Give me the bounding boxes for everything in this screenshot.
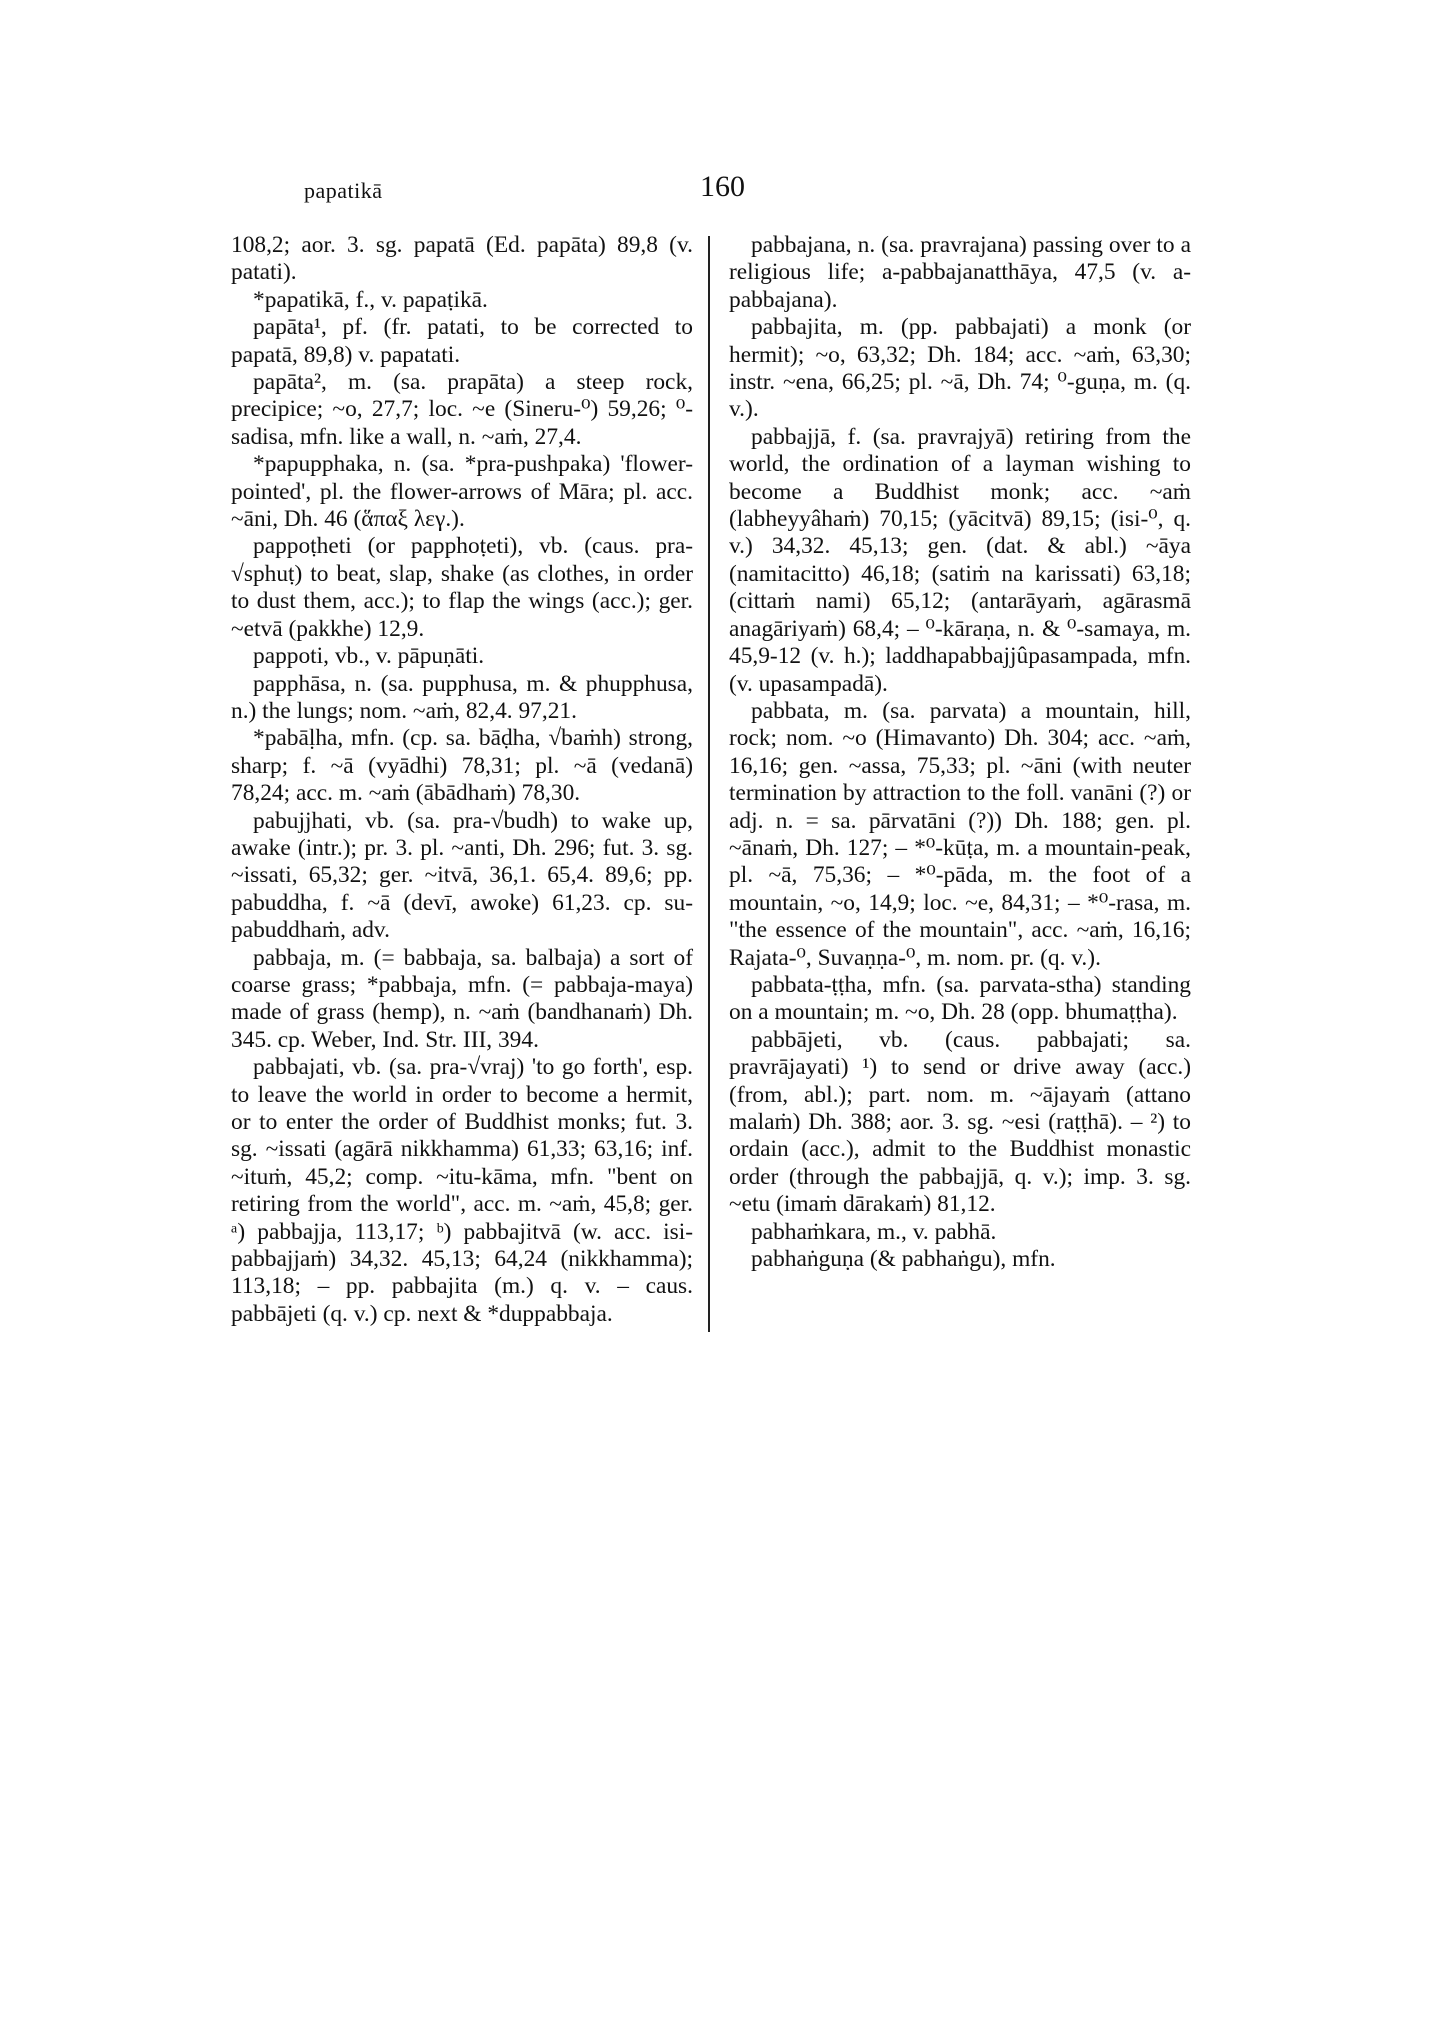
running-head: papatikā bbox=[304, 178, 383, 203]
left-column bbox=[231, 232, 693, 1328]
dictionary-entry: pabbajati, vb. (sa. pra-√vraj) 'to go forth', esp. to leave the world in order to become a hermit, or to enter the order of Buddhist monks; fut. 3. sg. ~issati (agārā nikkhamma) 61,33; 63,16; inf. ~ituṁ, 45,2; comp. ~itu-kāma, mfn. "bent on retiring from the world", acc. m. ~aṁ, 45,8; ger. ᵃ) pabbajja, 113,17; ᵇ) pabbajitvā (w. acc. isi-pabbajjaṁ) 34,32. 45,13; 64,24 (nikkhamma); 113,18; – pp. pabbajita (m.) q. v. – caus. pabbājeti (q. v.) cp. next & *duppabbaja. bbox=[231, 1054, 693, 1327]
dictionary-entry: pabhaṁkara, m., v. pabhā. bbox=[751, 1218, 997, 1245]
dictionary-entry: pabbata, m. (sa. parvata) a mountain, hill, rock; nom. ~o (Himavanto) Dh. 304; acc. ~aṁ, 16,16; gen. ~assa, 75,33; pl. ~āni (with neuter termination by attraction to the foll. vanāni (?) or adj. n. = sa. pārvatāni (?)) Dh. 188; gen. pl. ~ānaṁ, Dh. 127; – *⁰-kūṭa, m. a mountain-peak, pl. ~ā, 75,36; – *⁰-pāda, m. the foot of a mountain, ~o, 14,9; loc. ~e, 84,31; – *⁰-rasa, m. "the essence of the mountain", acc. ~aṁ, 16,16; Rajata-⁰, Suvaṇṇa-⁰, m. nom. pr. (q. v.). bbox=[729, 697, 1191, 971]
dictionary-entry: papāta², m. (sa. prapāta) a steep rock, precipice; ~o, 27,7; loc. ~e (Sineru-⁰) 59,26; ⁰-sadisa, mfn. like a wall, n. ~aṁ, 27,4. bbox=[231, 369, 693, 450]
dictionary-entry: pabbajjā, f. (sa. pravrajyā) retiring from the world, the ordination of a layman wishing to become a Buddhist monk; acc. ~aṁ (labheyyâhaṁ) 70,15; (yācitvā) 89,15; (isi-⁰, q. v.) 34,32. 45,13; gen. (dat. & abl.) ~āya (namitacitto) 46,18; (satiṁ na karissati) 63,18; (cittaṁ nami) 65,12; (antarāyaṁ, agārasmā anagāriyaṁ) 68,4; – ⁰-kāraṇa, n. & ⁰-samaya, m. 45,9-12 (v. h.); laddhapabbajjûpasampada, mfn. (v. upasampadā). bbox=[729, 423, 1191, 697]
dictionary-entry: pabbaja, m. (= babbaja, sa. balbaja) a sort of coarse grass; *pabbaja, mfn. (= pabbaja-maya) made of grass (hemp), n. ~aṁ (bandhanaṁ) Dh. 345. cp. Weber, Ind. Str. III, 394. bbox=[231, 944, 693, 1053]
page-header bbox=[0, 150, 1440, 210]
dictionary-entry: pabbata-ṭṭha, mfn. (sa. parvata-stha) standing on a mountain; m. ~o, Dh. 28 (opp. bhumaṭṭha). bbox=[729, 971, 1191, 1026]
dictionary-entry: pappoti, vb., v. pāpuṇāti. bbox=[253, 643, 485, 670]
dictionary-entry: *papupphaka, n. (sa. *pra-pushpaka) 'flower-pointed', pl. the flower-arrows of Māra; pl. acc. ~āni, Dh. 46 (ἅπαξ λεγ.). bbox=[231, 451, 693, 533]
dictionary-entry: papāta¹, pf. (fr. patati, to be corrected to papatā, 89,8) v. papatati. bbox=[231, 314, 693, 368]
dictionary-entry: 108,2; aor. 3. sg. papatā (Ed. papāta) 89,8 (v. patati). bbox=[231, 232, 693, 286]
dictionary-entry: *papatikā, f., v. papaṭikā. bbox=[253, 286, 488, 313]
right-column bbox=[729, 232, 1191, 1273]
dictionary-entry: pabbājeti, vb. (caus. pabbajati; sa. pravrājayati) ¹) to send or drive away (acc.) (from, abl.); part. nom. m. ~ājayaṁ (attano malaṁ) Dh. 388; aor. 3. sg. ~esi (raṭṭhā). – ²) to ordain (acc.), admit to the Buddhist monastic order (through the pabbajjā, q. v.); imp. 3. sg. ~etu (imaṁ dārakaṁ) 81,12. bbox=[729, 1026, 1191, 1218]
dictionary-entry: *pabāḷha, mfn. (cp. sa. bāḍha, √baṁh) strong, sharp; f. ~ā (vyādhi) 78,31; pl. ~ā (vedanā) 78,24; acc. m. ~aṁ (ābādhaṁ) 78,30. bbox=[231, 725, 693, 807]
dictionary-entry: papphāsa, n. (sa. pupphusa, m. & phupphusa, n.) the lungs; nom. ~aṁ, 82,4. 97,21. bbox=[231, 670, 693, 724]
dictionary-entry: pabbajita, m. (pp. pabbajati) a monk (or hermit); ~o, 63,32; Dh. 184; acc. ~aṁ, 63,30; instr. ~ena, 66,25; pl. ~ā, Dh. 74; ⁰-guṇa, m. (q. v.). bbox=[729, 314, 1191, 423]
dictionary-entry: pappoṭheti (or papphoṭeti), vb. (caus. pra-√sphuṭ) to beat, slap, shake (as clothes, in order to dust them, acc.); to flap the wings (acc.); ger. ~etvā (pakkhe) 12,9. bbox=[231, 533, 693, 642]
page-number: 160 bbox=[700, 170, 745, 203]
dictionary-entry: pabhaṅguṇa (& pabhaṅgu), mfn. bbox=[751, 1246, 1056, 1273]
dictionary-entry: pabbajana, n. (sa. pravrajana) passing over to a religious life; a-pabbajanatthāya, 47,5 (v. a-pabbajana). bbox=[729, 232, 1191, 313]
dictionary-entry: pabujjhati, vb. (sa. pra-√budh) to wake up, awake (intr.); pr. 3. pl. ~anti, Dh. 296; fut. 3. sg. ~issati, 65,32; ger. ~itvā, 36,1. 65,4. 89,6; pp. pabuddha, f. ~ā (devī, awoke) 61,23. cp. su-pabuddhaṁ, adv. bbox=[231, 807, 693, 944]
column-divider bbox=[708, 236, 710, 1332]
